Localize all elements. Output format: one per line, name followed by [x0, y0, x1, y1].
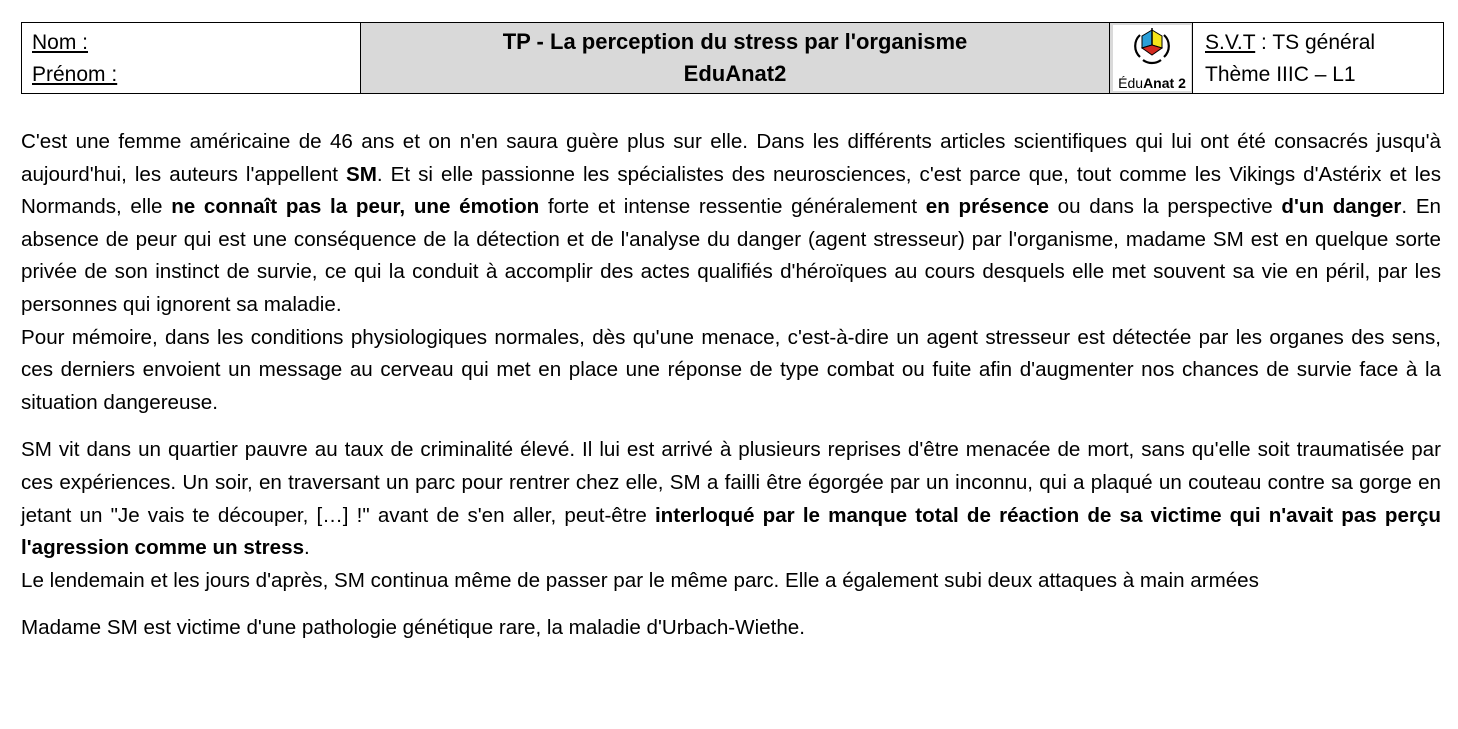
logo-text-bold: Anat 2: [1143, 75, 1186, 91]
text-run: SM vit dans un quartier pauvre au taux de criminalité élevé. Il lui est arrivé à plusieurs reprises d'être menacée de mort, sans qu'elle soit traumatisée par ces expériences. Un soir, en traversant un parc pour rentrer chez elle, SM a failli être égorgée par un inconnu, qui a plaqué un couteau contre sa gorge en jetant un "Je vais te découper, […] !" avant de s'en aller, peut-être: [21, 438, 1441, 527]
text-run: Pour mémoire, dans les conditions physiologiques normales, dès qu'une menace, c'est-à-dire un agent stresseur est détectée par les organes des sens, ces derniers envoient un message au cerveau qui met en place une réponse de type combat ou fuite afin d'augmenter nos chances de survie face à la situation dangereuse.: [21, 325, 1441, 414]
bold-text-run: interloqué par le manque total de réaction de sa victime qui n'avait pas perçu l'agression comme un stress: [21, 503, 1441, 560]
document-body: [21, 126, 1441, 645]
paragraph-aftermath: [21, 565, 1441, 598]
subject-cell: [1192, 23, 1443, 93]
page-title: TP - La perception du stress par l'organisme: [502, 29, 968, 54]
paragraph-physiology: [21, 322, 1441, 420]
bold-text-run: SM: [346, 162, 377, 186]
prenom-label: Prénom :: [32, 63, 118, 86]
text-run: Madame SM est victime d'une pathologie génétique rare, la maladie d'Urbach-Wiethe.: [21, 616, 805, 640]
text-run: .: [304, 536, 310, 560]
subject-line: [1205, 27, 1433, 59]
bold-text-run: ne connaît pas la peur, une émotion: [171, 195, 540, 219]
logo-text-regular: Édu: [1118, 75, 1144, 91]
subject-level: : TS général: [1255, 31, 1376, 54]
text-run: C'est une femme américaine de 46 ans et on n'en saura guère plus sur elle. Dans les différents articles scientifiques qui lui ont été consacrés jusqu'à aujourd'hui, les auteurs l'appellent: [21, 130, 1441, 186]
text-run: forte et intense ressentie généralement: [539, 195, 926, 219]
text-run: Le lendemain et les jours d'après, SM continua même de passer par le même parc. Elle a également subi deux attaques à main armées: [21, 568, 1259, 592]
logo-cell: [1109, 23, 1192, 93]
paragraph-attack: [21, 434, 1441, 564]
logo-text: [1113, 75, 1191, 91]
subject-label: S.V.T: [1205, 31, 1256, 54]
paragraph-intro: [21, 126, 1441, 322]
bold-text-run: d'un danger: [1281, 195, 1402, 219]
theme-line: Thème IIIC – L1: [1205, 63, 1356, 86]
text-run: . Et si elle passionne les spécialistes des neurosciences, c'est parce que, tout comme les Vikings d'Astérix et les Normands, elle: [21, 162, 1441, 219]
paragraph-diagnosis: [21, 612, 1441, 645]
title-cell: [361, 23, 1109, 93]
bold-text-run: en présence: [925, 195, 1049, 219]
text-run: . En absence de peur qui est une conséquence de la détection et de l'analyse du danger (agent stresseur) par l'organisme, madame SM est en quelque sorte privée de son instinct de survie, ce qui la conduit à accomplir des actes qualifiés d'héroïques au cours desquels elle met souvent sa vie en péril, par les personnes qui ignorent sa maladie.: [21, 195, 1442, 316]
student-identity-cell: [22, 23, 361, 93]
logo: [1113, 25, 1191, 91]
eduanat2-cube-logo-icon: [1134, 27, 1170, 65]
text-run: ou dans la perspective: [1048, 195, 1282, 219]
page-subtitle: EduAnat2: [683, 61, 787, 86]
worksheet-header: [21, 22, 1444, 94]
nom-label: Nom :: [32, 31, 89, 54]
